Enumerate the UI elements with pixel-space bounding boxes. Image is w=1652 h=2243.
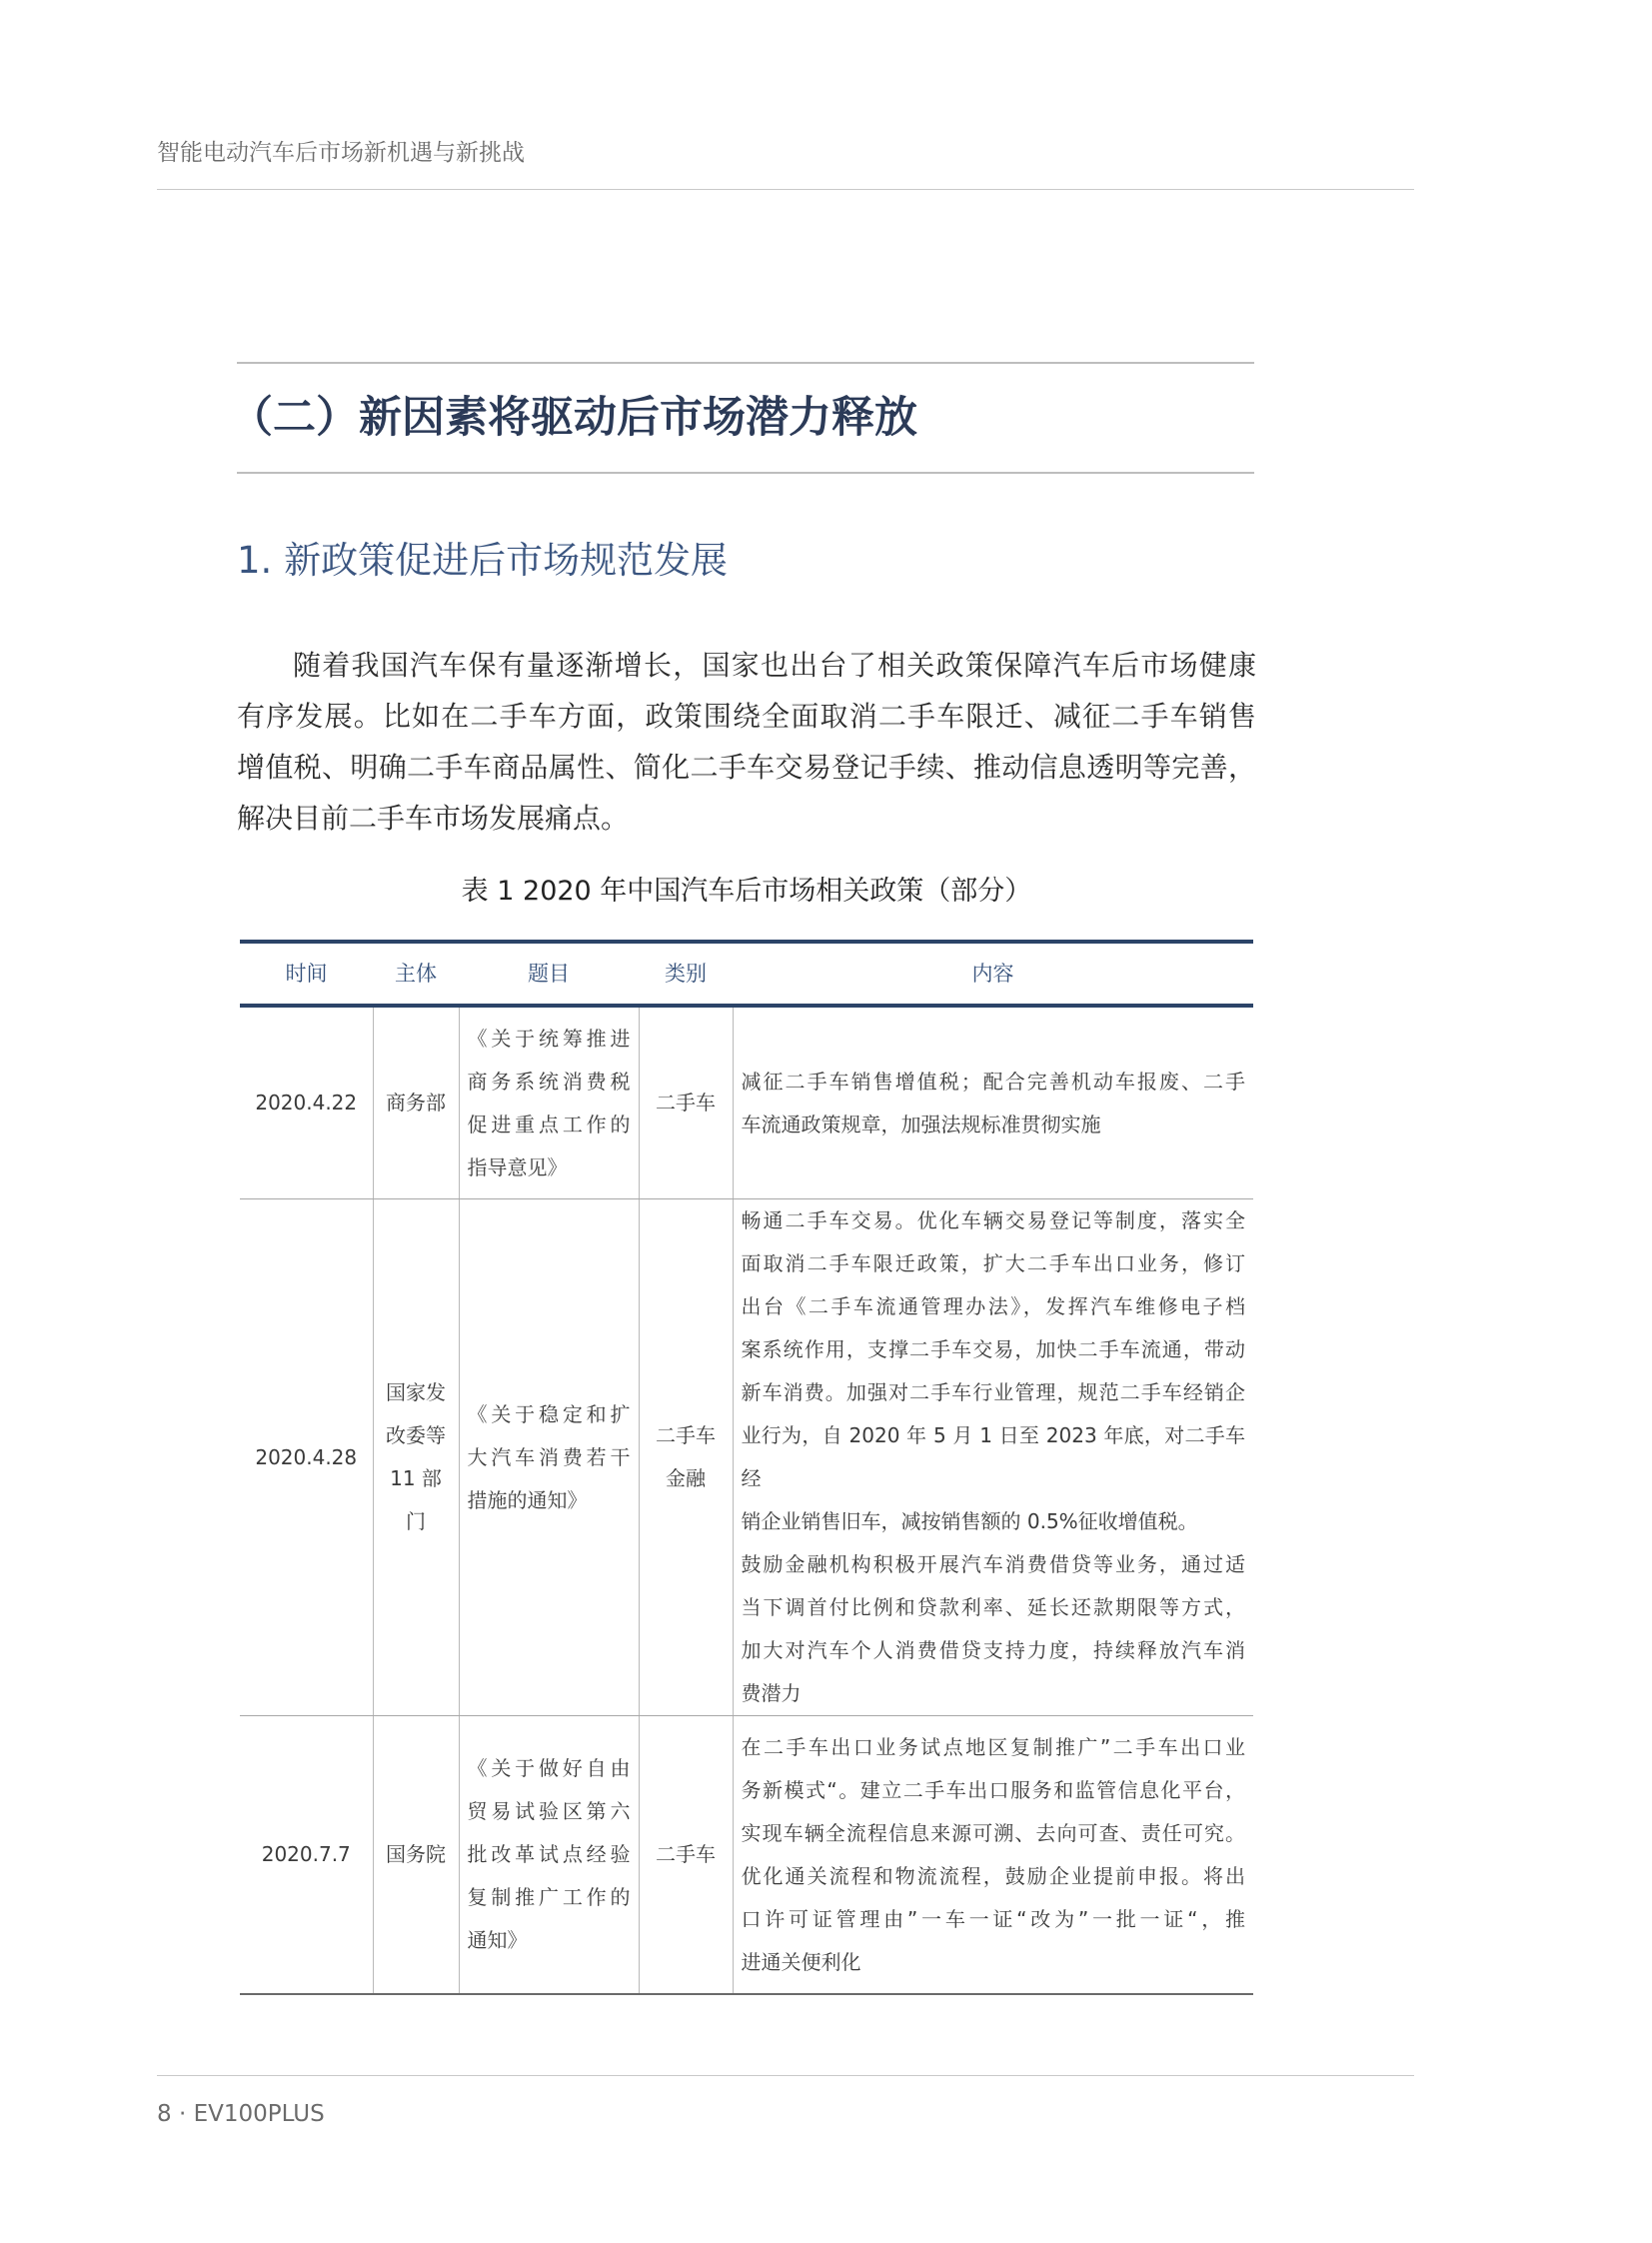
cell-line: 实现车辆全流程信息来源可溯、去向可查、责任可究。: [741, 1820, 1245, 1845]
cell-line: 加大对汽车个人消费借贷支持力度，持续释放汽车消: [741, 1638, 1245, 1662]
cell-line: 门: [406, 1509, 426, 1533]
cell-category: [639, 1199, 733, 1716]
cell-line: 费潜力: [741, 1681, 802, 1705]
cell-line: 促进重点工作的: [467, 1112, 631, 1136]
table-row: [240, 1006, 1253, 1199]
header-divider: [157, 189, 1414, 190]
section-title-bottom-rule: [237, 472, 1254, 474]
table-header-row: [240, 942, 1253, 1006]
cell-category: [639, 1006, 733, 1199]
header-time: 时间: [240, 942, 373, 1006]
cell-line: 销企业销售旧车，减按销售额的 0.5%征收增值税。: [741, 1509, 1198, 1533]
cell-line: 当下调首付比例和贷款利率、延长还款期限等方式，: [741, 1595, 1245, 1619]
cell-subject: [373, 1716, 459, 1995]
subsection-title: 1. 新政策促进后市场规范发展: [237, 539, 729, 582]
section-title-top-rule: [237, 362, 1254, 364]
cell-line: 二手车: [656, 1423, 716, 1447]
cell-line: 《关于统筹推进: [467, 1026, 631, 1051]
cell-line: 指导意见》: [467, 1154, 568, 1179]
cell-line: 出台《二手车流通管理办法》，发挥汽车维修电子档: [741, 1294, 1245, 1318]
cell-topic: [459, 1006, 639, 1199]
cell-line: 二手车: [656, 1842, 716, 1866]
paragraph-line: 有序发展。比如在二手车方面，政策围绕全面取消二手车限迁、减征二手车销售: [237, 700, 1256, 733]
footer-page-label: 8 · EV100PLUS: [157, 2101, 325, 2127]
body-paragraph: [237, 640, 1256, 844]
cell-time: 2020.4.28: [240, 1199, 373, 1716]
cell-line: 大汽车消费若干: [467, 1444, 631, 1469]
cell-line: 通知》: [467, 1928, 528, 1952]
cell-subject: [373, 1199, 459, 1716]
cell-line: 措施的通知》: [467, 1487, 588, 1512]
section-title: （二）新因素将驱动后市场潜力释放: [230, 393, 917, 443]
cell-line: 减征二手车销售增值税；配合完善机动车报废、二手: [741, 1069, 1245, 1094]
cell-line: 口许可证管理由”一车一证“改为”一批一证“，推: [741, 1906, 1245, 1931]
cell-line: 《关于做好自由: [467, 1756, 631, 1780]
paragraph-line: 随着我国汽车保有量逐渐增长，国家也出台了相关政策保障汽车后市场健康: [293, 649, 1256, 682]
cell-line: 商务部: [386, 1091, 446, 1115]
cell-content: [733, 1006, 1253, 1199]
header-content: 内容: [733, 942, 1253, 1006]
cell-line: 11 部: [390, 1466, 442, 1490]
cell-subject: [373, 1006, 459, 1199]
cell-line: 批改革试点经验: [467, 1842, 631, 1866]
footer-divider: [157, 2075, 1414, 2076]
cell-line: 贸易试验区第六: [467, 1799, 631, 1823]
cell-topic: [459, 1199, 639, 1716]
cell-line: 优化通关流程和物流流程，鼓励企业提前申报。将出: [741, 1863, 1245, 1888]
cell-time: 2020.4.22: [240, 1006, 373, 1199]
table-caption: 表 1 2020 年中国汽车后市场相关政策（部分）: [461, 876, 1032, 907]
cell-line: 国家发: [386, 1380, 446, 1404]
cell-topic: [459, 1716, 639, 1995]
paragraph-line: 解决目前二手车市场发展痛点。: [237, 802, 630, 835]
cell-line: 复制推广工作的: [467, 1885, 631, 1909]
cell-line: 改委等: [386, 1423, 446, 1447]
cell-line: 面取消二手车限迁政策，扩大二手车出口业务，修订: [741, 1251, 1245, 1275]
table-row: [240, 1716, 1253, 1995]
cell-line: 案系统作用，支撑二手车交易，加快二手车流通，带动: [741, 1337, 1245, 1361]
cell-line: 务新模式“。建立二手车出口服务和监管信息化平台，: [741, 1777, 1245, 1802]
paragraph-line: 增值税、明确二手车商品属性、简化二手车交易登记手续、推动信息透明等完善，: [237, 751, 1256, 784]
cell-line: 车流通政策规章，加强法规标准贯彻实施: [741, 1112, 1101, 1136]
cell-line: 《关于稳定和扩: [467, 1401, 631, 1426]
table-row: [240, 1199, 1253, 1716]
cell-line: 畅通二手车交易。优化车辆交易登记等制度，落实全: [741, 1208, 1245, 1232]
cell-line: 进通关便利化: [741, 1949, 861, 1974]
cell-time: 2020.7.7: [240, 1716, 373, 1995]
cell-line: 在二手车出口业务试点地区复制推广”二手车出口业: [741, 1734, 1245, 1759]
cell-content: [733, 1716, 1253, 1995]
cell-line: 国务院: [386, 1842, 446, 1866]
running-head: 智能电动汽车后市场新机遇与新挑战: [157, 140, 525, 166]
cell-content: [733, 1199, 1253, 1716]
header-category: 类别: [639, 942, 733, 1006]
cell-line: 鼓励金融机构积极开展汽车消费借贷等业务，通过适: [741, 1552, 1245, 1576]
cell-line: 金融: [666, 1466, 706, 1490]
cell-line: 业行为，自 2020 年 5 月 1 日至 2023 年底，对二手车经: [741, 1423, 1245, 1490]
cell-line: 新车消费。加强对二手车行业管理，规范二手车经销企: [741, 1380, 1245, 1404]
cell-line: 商务系统消费税: [467, 1069, 631, 1094]
policy-table: [240, 940, 1253, 1995]
cell-category: [639, 1716, 733, 1995]
header-subject: 主体: [373, 942, 459, 1006]
header-topic: 题目: [459, 942, 639, 1006]
cell-line: 二手车: [656, 1091, 716, 1115]
